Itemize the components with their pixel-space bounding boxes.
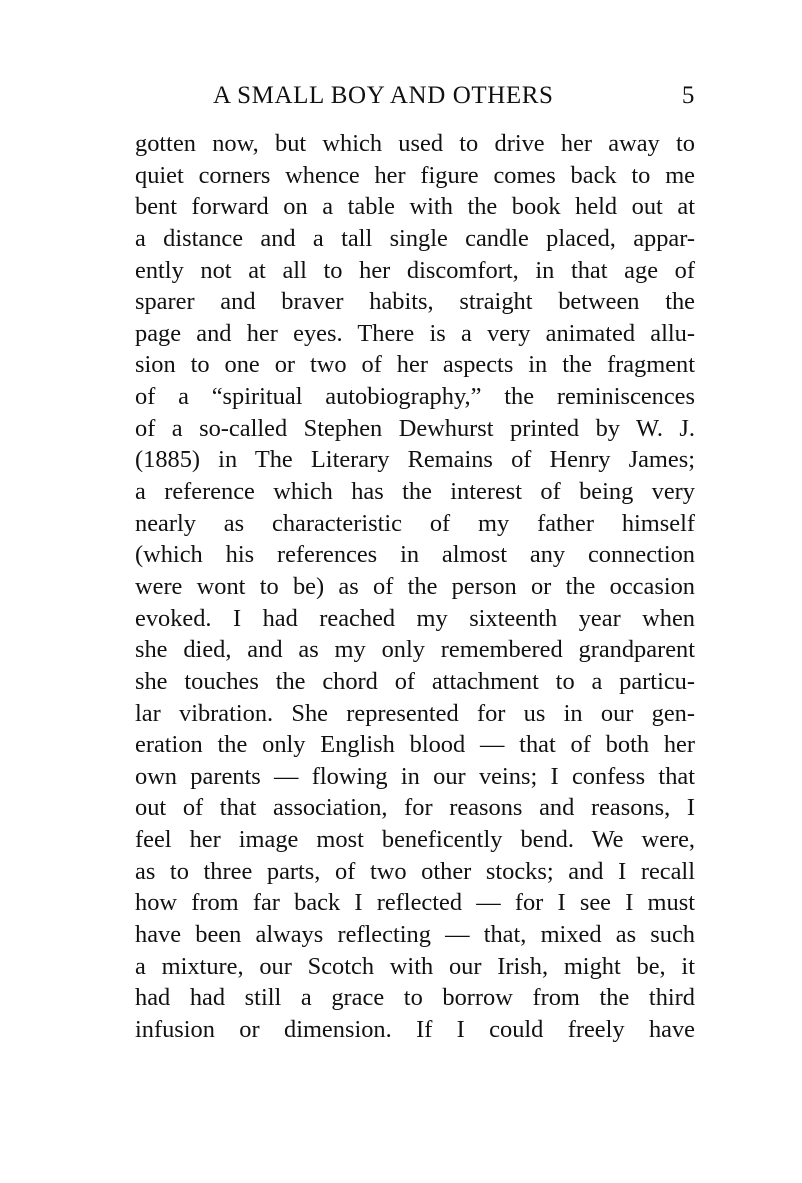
text-line-1: gotten now, but which used to drive her away to	[135, 130, 695, 157]
running-head	[135, 82, 695, 116]
text-line-23: feel her image most beneficently bend. We were,	[135, 826, 695, 854]
text-line-13: nearly as characteristic of my father himself	[135, 509, 695, 537]
text-line-25: how from far back I reflected — for I see I must	[135, 889, 695, 917]
text-line-6: sparer and braver habits, straight between the	[135, 288, 695, 316]
body-text	[135, 128, 695, 1046]
text-line-4: a distance and a tall single candle placed, appar-	[135, 224, 695, 252]
text-line-15: were wont to be) as of the person or the occasion	[135, 572, 695, 600]
text-line-27: a mixture, our Scotch with our Irish, might be, it	[135, 952, 695, 980]
text-line-26: have been always reflecting — that, mixed as such	[135, 921, 695, 949]
text-line-20: eration the only English blood — that of both her	[135, 731, 695, 759]
text-line-3: bent forward on a table with the book held out at	[135, 193, 695, 221]
page-number: 5	[681, 82, 695, 109]
running-title: A SMALL BOY AND OTHERS	[213, 82, 554, 109]
text-line-17: she died, and as my only remembered grandparent	[135, 636, 695, 664]
text-line-16: evoked. I had reached my sixteenth year when	[135, 604, 695, 632]
text-line-10: of a so-called Stephen Dewhurst printed by W. J.	[135, 414, 695, 442]
text-line-12: a reference which has the interest of being very	[135, 478, 695, 506]
text-line-19: lar vibration. She represented for us in our gen-	[135, 699, 695, 727]
text-line-5: ently not at all to her discomfort, in that age of	[135, 256, 695, 284]
text-line-24: as to three parts, of two other stocks; and I recall	[135, 857, 695, 885]
text-line-21: own parents — flowing in our veins; I confess that	[135, 762, 695, 790]
text-line-11: (1885) in The Literary Remains of Henry James;	[135, 446, 695, 474]
text-line-28: had had still a grace to borrow from the third	[135, 984, 695, 1012]
text-line-8: sion to one or two of her aspects in the fragment	[135, 351, 695, 379]
text-line-7: page and her eyes. There is a very animated allu-	[135, 319, 695, 347]
text-line-29: infusion or dimension. If I could freely have	[135, 1015, 695, 1043]
text-line-14: (which his references in almost any connection	[135, 541, 695, 569]
text-line-22: out of that association, for reasons and reasons, I	[135, 794, 695, 822]
text-line-18: she touches the chord of attachment to a particu-	[135, 667, 695, 695]
text-line-2: quiet corners whence her figure comes back to me	[135, 161, 695, 189]
text-line-9: of a “spiritual autobiography,” the reminiscences	[135, 383, 695, 411]
